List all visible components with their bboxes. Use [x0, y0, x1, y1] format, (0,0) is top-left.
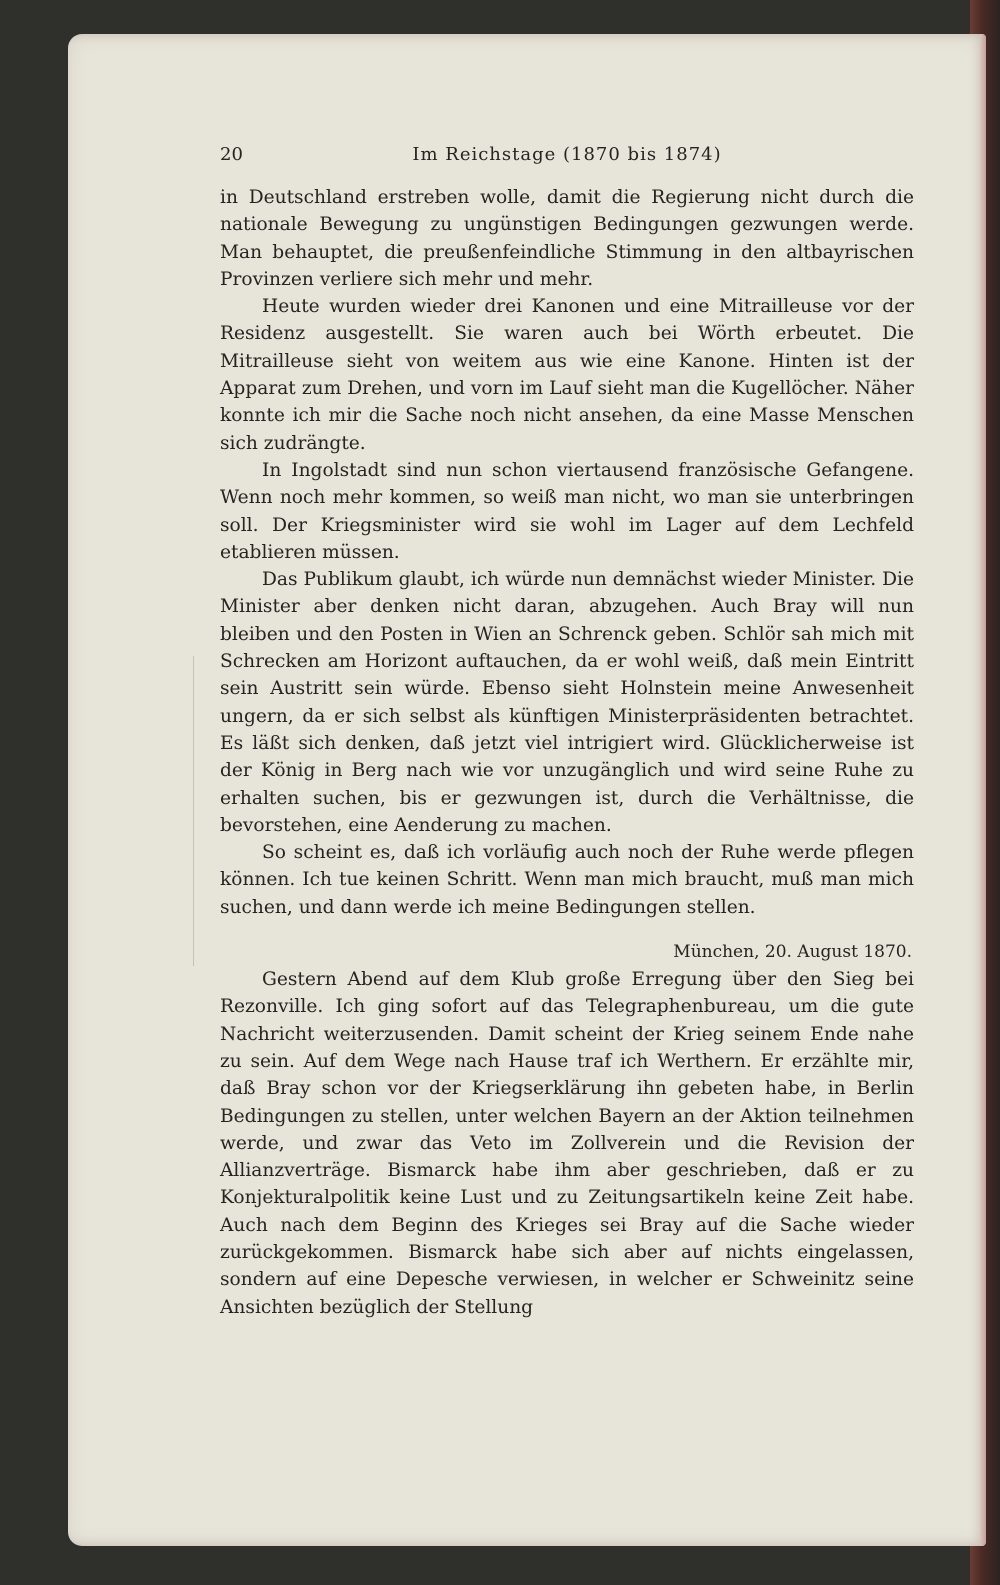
paragraph: Gestern Abend auf dem Klub große Erregung über den Sieg bei Rezonville. Ich ging sofort auf das Telegraphenbureau, um die gute Nachricht weiterzusenden. Damit scheint der Krieg seinem Ende nahe zu sein. Auf dem Wege nach Hause traf ich Werthern. Er erzählte mir, daß Bray schon vor der Kriegserklärung ihn gebeten habe, in Berlin Bedingungen zu stellen, unter welchen Bayern an der Aktion teilnehmen werde, und zwar das Veto im Zollverein und die Revision der Allianzverträge. Bismarck habe ihm aber geschrieben, daß er zu Konjekturalpolitik keine Lust und zu Zeitungsartikeln keine Zeit habe. Auch nach dem Beginn des Krieges sei Bray auf die Sache wieder zurückgekommen. Bismarck habe sich aber auf nichts eingelassen, sondern auf eine Depesche verwiesen, in welcher er Schweinitz seine Ansichten bezüglich der Stellung	[220, 969, 914, 1318]
page-number: 20	[220, 144, 243, 165]
dateline: München, 20. August 1870.	[673, 942, 912, 963]
text-block	[220, 144, 914, 1321]
page-sheet	[68, 34, 986, 1546]
page-edge	[980, 34, 986, 1546]
paragraph: In Ingolstadt sind nun schon viertausend französische Gefangene. Wenn noch mehr kommen, so weiß man nicht, wo man sie unterbringen soll. Der Kriegsminister wird sie wohl im Lager auf dem Lechfeld etablieren müssen.	[220, 459, 914, 563]
paragraph: So scheint es, daß ich vorläufig auch noch der Ruhe werde pflegen können. Ich tue keinen Schritt. Wenn man mich braucht, muß man mich suchen, und dann werde ich meine Bedingungen stellen.	[220, 842, 914, 918]
paragraph: in Deutschland erstreben wolle, damit die Regierung nicht durch die nationale Bewegung zu ungünstigen Bedingungen gezwungen werde. Man behauptet, die preußenfeindliche Stimmung in den altbayrischen Provinzen verliere sich mehr und mehr.	[220, 187, 914, 290]
running-title: Im Reichstage (1870 bis 1874)	[412, 144, 722, 165]
running-head	[220, 144, 914, 184]
margin-mark	[193, 656, 194, 966]
paragraph: Heute wurden wieder drei Kanonen und eine Mitrailleuse vor der Residenz ausgestellt. Sie waren auch bei Wörth erbeutet. Die Mitrailleuse sieht von weitem aus wie eine Kanone. Hinten ist der Apparat zum Drehen, und vorn im Lauf sieht man die Kugellöcher. Näher konnte ich mir die Sache noch nicht ansehen, da eine Masse Menschen sich zudrängte.	[220, 296, 914, 454]
paragraph: Das Publikum glaubt, ich würde nun demnächst wieder Minister. Die Minister aber denken nicht daran, abzugehen. Auch Bray will nun bleiben und den Posten in Wien an Schrenck geben. Schlör sah mich mit Schrecken am Horizont auftauchen, da er wohl weiß, daß mein Eintritt sein Austritt sein würde. Ebenso sieht Holnstein meine Anwesenheit ungern, da er sich selbst als künftigen Ministerpräsidenten betrachtet. Es läßt sich denken, daß jetzt viel intrigiert wird. Glücklicherweise ist der König in Berg nach wie vor unzugänglich und wird seine Ruhe zu erhalten suchen, bis er gezwungen ist, durch die Verhältnisse, die bevorstehen, eine Aenderung zu machen.	[220, 569, 914, 836]
